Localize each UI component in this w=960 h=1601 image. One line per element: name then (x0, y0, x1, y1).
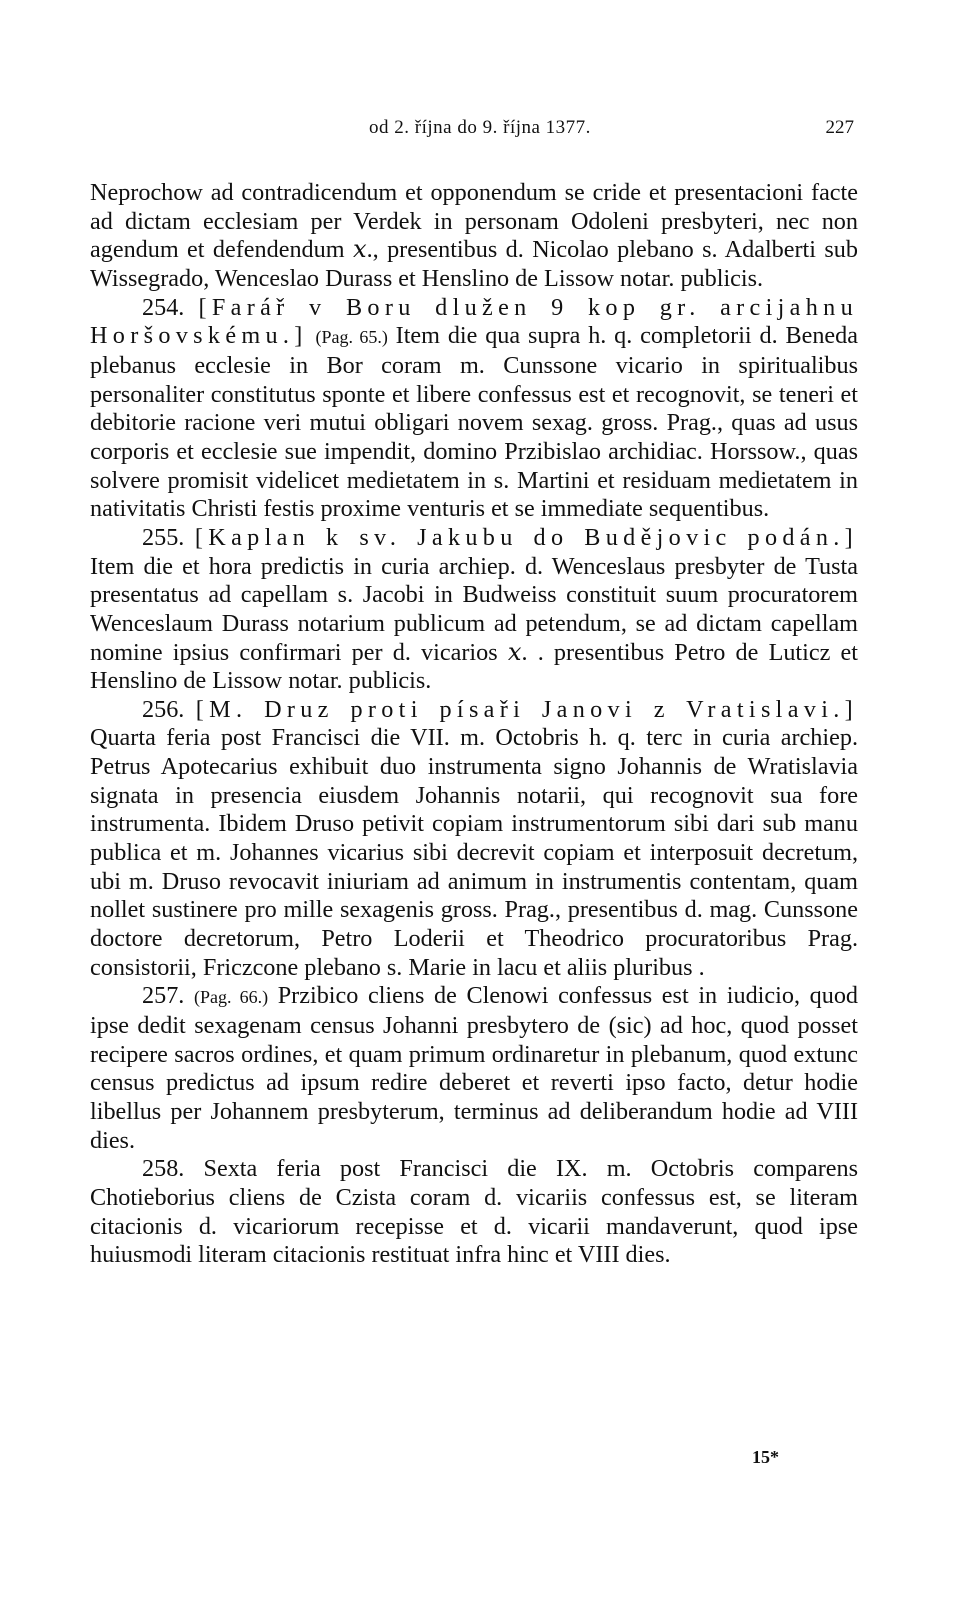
entry-258 (90, 1155, 858, 1270)
entry-255 (90, 524, 858, 696)
signature-mark: 15* (752, 1447, 779, 1467)
entry-256 (90, 696, 858, 983)
running-head (0, 117, 960, 147)
entry-number: 254. (142, 293, 185, 321)
entry-rubric: [Farář v Boru dlužen 9 kop gr. arcijahnu Horšovskému.] (90, 293, 858, 350)
entry-rubric: [M. Druz proti písaři Janovi z Vratislavi.] (195, 695, 859, 723)
page-number: 227 (825, 117, 854, 138)
page-reference: (Pag. 65.) (315, 327, 388, 348)
entry-254 (90, 294, 858, 524)
entry-text: Sexta feria post Francisci die IX. m. Octobris comparens Chotieborius cliens de Czista coram d. vicariis confessus est, se literam citacionis d. vicariorum recepisse et d. vicarii mandaverunt, quod ipse huiusmodi literam citacionis restituat infra hinc et VIII dies. (90, 1155, 858, 1269)
body-text (90, 179, 858, 1270)
running-title: od 2. října do 9. října 1377. (369, 117, 591, 138)
entry-rubric: [Kaplan k sv. Jakubu do Budějovic podán.] (194, 523, 859, 551)
entry-text: Item die qua supra h. q. completorii d. Beneda plebanus ecclesie in Bor coram m. Cunssone vicario in spiritualibus personaliter constitutus sponte et libere confessus est et recognovit, se teneri et debitorie racione veri mutui obligari novem sexag. gross. Prag., quas ad usus corporis et ecclesie sue impendit, domino Przibislao archidiac. Horssow., quas solvere promisit videlicet medietatem in s. Martini et residuam medietatem in nativitatis Christi festis proxime venturis et se immediate sequentibus. (90, 322, 858, 523)
entry-number: 255. (142, 523, 185, 551)
paragraph-text: Neprochow ad contradicendum et opponendum se cride et presentacioni facte ad dictam ecclesiam per Verdek in personam Odoleni presbyteri, nec non agendum et defendendum 𝑥., presentibus d. Nicolao plebano s. Adalberti sub Wissegrado, Wenceslao Durass et Henslino de Lissow notar. publicis. (90, 179, 858, 292)
continuation-paragraph (90, 179, 858, 294)
entry-number: 257. (142, 982, 185, 1010)
entry-257 (90, 982, 858, 1155)
entry-text: Item die et hora predictis in curia archiep. d. Wenceslaus presbyter de Tusta presentatus ad capellam s. Jacobi in Budweiss constituit suum procuratorem Wenceslaum Durass notarium publicum ad petendum, se ad dictam capellam nomine ipsius confirmari per d. vicarios 𝑥. . presentibus Petro de Luticz et Henslino de Lissow notar. publicis. (90, 552, 858, 695)
entry-number: 256. (142, 695, 185, 723)
entry-text: Przibico cliens de Clenowi confessus est in iudicio, quod ipse dedit sexagenam census Johanni presbytero de (sic) ad hoc, quod posset recipere sacros ordines, et quam primum ordinaretur in plebanum, quod extunc census predictus ad ipsum redire deberet et reverti ipso facto, detur hodie libellus per Johannem presbyterum, terminus ad deliberandum hodie ad VIII dies. (90, 982, 859, 1154)
page-reference: (Pag. 66.) (193, 987, 269, 1008)
entry-text: Quarta feria post Francisci die VII. m. Octobris h. q. terc in curia archiep. Petrus Apotecarius exhibuit duo instrumenta signo Johannis de Wratislavia signata in presencia eiusdem Johannis notarii, qui recognovit sua fore instrumenta. Ibidem Druso petivit copiam instrumentorum sibi dari sub manu publica et m. Johannes vicarius sibi decrevit copiam et interposuit decretum, ubi m. Druso revocavit iniuriam ad animum in instrumentis contentam, quam nollet sustinere pro mille sexagenis gross. Prag., presentibus d. mag. Cunssone doctore decretorum, Petro Loderii et Theodrico procuratoribus Prag. consistorii, Friczcone plebano s. Marie in lacu et aliis pluribus . (90, 724, 858, 981)
entry-number: 258. (142, 1155, 185, 1183)
